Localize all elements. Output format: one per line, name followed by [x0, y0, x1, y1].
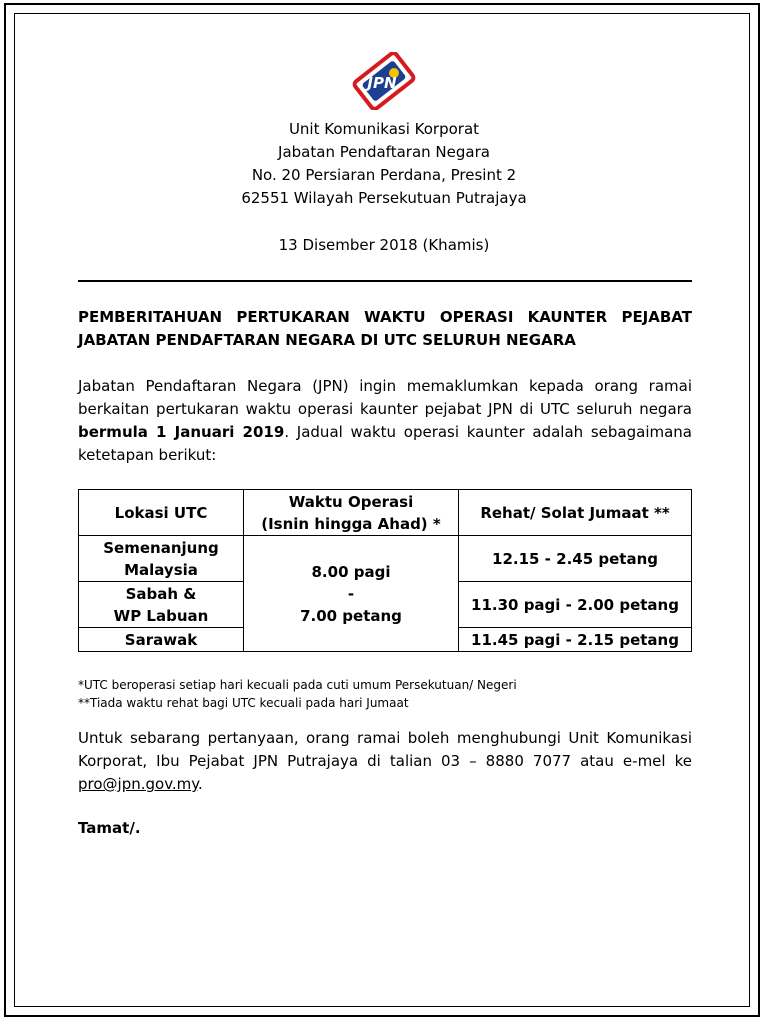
- operating-hours-table: [78, 489, 692, 652]
- table-header-row: [79, 490, 692, 536]
- header-location: Lokasi UTC: [79, 490, 244, 536]
- unit-name: Unit Komunikasi Korporat: [288, 120, 480, 138]
- contact-text: Untuk sebarang pertanyaan, orang ramai boleh menghubungi Unit Komunikasi Korporat, Ibu Pejabat JPN Putrajaya di talian 03 – 8880 7077 atau e-mel ke: [78, 729, 692, 770]
- department-name: Jabatan Pendaftaran Negara: [278, 143, 490, 161]
- letter-date: 13 Disember 2018 (Khamis): [278, 236, 490, 254]
- effective-date: bermula 1 Januari 2019: [78, 423, 285, 441]
- break-cell: 12.15 - 2.45 petang: [459, 536, 692, 582]
- location-line: WP Labuan: [113, 606, 209, 625]
- divider: [78, 280, 692, 282]
- header-break: Rehat/ Solat Jumaat **: [459, 490, 692, 536]
- email-link[interactable]: pro@jpn.gov.my: [78, 775, 199, 793]
- hours-start: 8.00 pagi: [311, 562, 391, 581]
- location-line: Malaysia: [124, 560, 198, 579]
- header-hours: [244, 490, 459, 536]
- location-line: Semenanjung: [103, 538, 219, 557]
- address-line: No. 20 Persiaran Perdana, Presint 2: [251, 166, 517, 184]
- hours-dash: -: [347, 584, 355, 603]
- title-line-1: PEMBERITAHUAN PERTUKARAN WAKTU OPERASI KAUNTER PEJABAT: [78, 308, 692, 326]
- footnotes: [78, 676, 692, 712]
- hours-end: 7.00 petang: [300, 606, 402, 625]
- jpn-logo: [352, 52, 416, 110]
- break-cell: 11.30 pagi - 2.00 petang: [459, 582, 692, 628]
- notice-title: [78, 306, 692, 352]
- intro-text-end: . Jadual waktu operasi kaunter adalah sebagaimana ketetapan berikut:: [78, 423, 693, 464]
- logo-text: JPN: [367, 74, 397, 92]
- break-cell: 11.45 pagi - 2.15 petang: [459, 628, 692, 652]
- header-hours-line2: (Isnin hingga Ahad) *: [261, 514, 441, 533]
- contact-end: .: [198, 775, 203, 793]
- table-row: [79, 536, 692, 582]
- intro-paragraph: [78, 375, 692, 467]
- closing-text: Tamat/.: [78, 819, 141, 837]
- location-line: Sabah &: [125, 584, 197, 603]
- postcode-line: 62551 Wilayah Persekutuan Putrajaya: [241, 189, 527, 207]
- hours-cell: [244, 536, 459, 652]
- header-hours-line1: Waktu Operasi: [288, 492, 414, 511]
- location-cell: [79, 582, 244, 628]
- location-cell: [79, 536, 244, 582]
- location-cell: Sarawak: [79, 628, 244, 652]
- contact-paragraph: [78, 727, 692, 796]
- footnote-2: **Tiada waktu rehat bagi UTC kecuali pada hari Jumaat: [78, 696, 409, 710]
- address-block: [0, 118, 768, 210]
- footnote-1: *UTC beroperasi setiap hari kecuali pada cuti umum Persekutuan/ Negeri: [78, 678, 517, 692]
- intro-text: Jabatan Pendaftaran Negara (JPN) ingin memaklumkan kepada orang ramai berkaitan pertukaran waktu operasi kaunter pejabat JPN di UTC seluruh negara: [78, 377, 692, 418]
- title-line-2: JABATAN PENDAFTARAN NEGARA DI UTC SELURUH NEGARA: [78, 331, 576, 349]
